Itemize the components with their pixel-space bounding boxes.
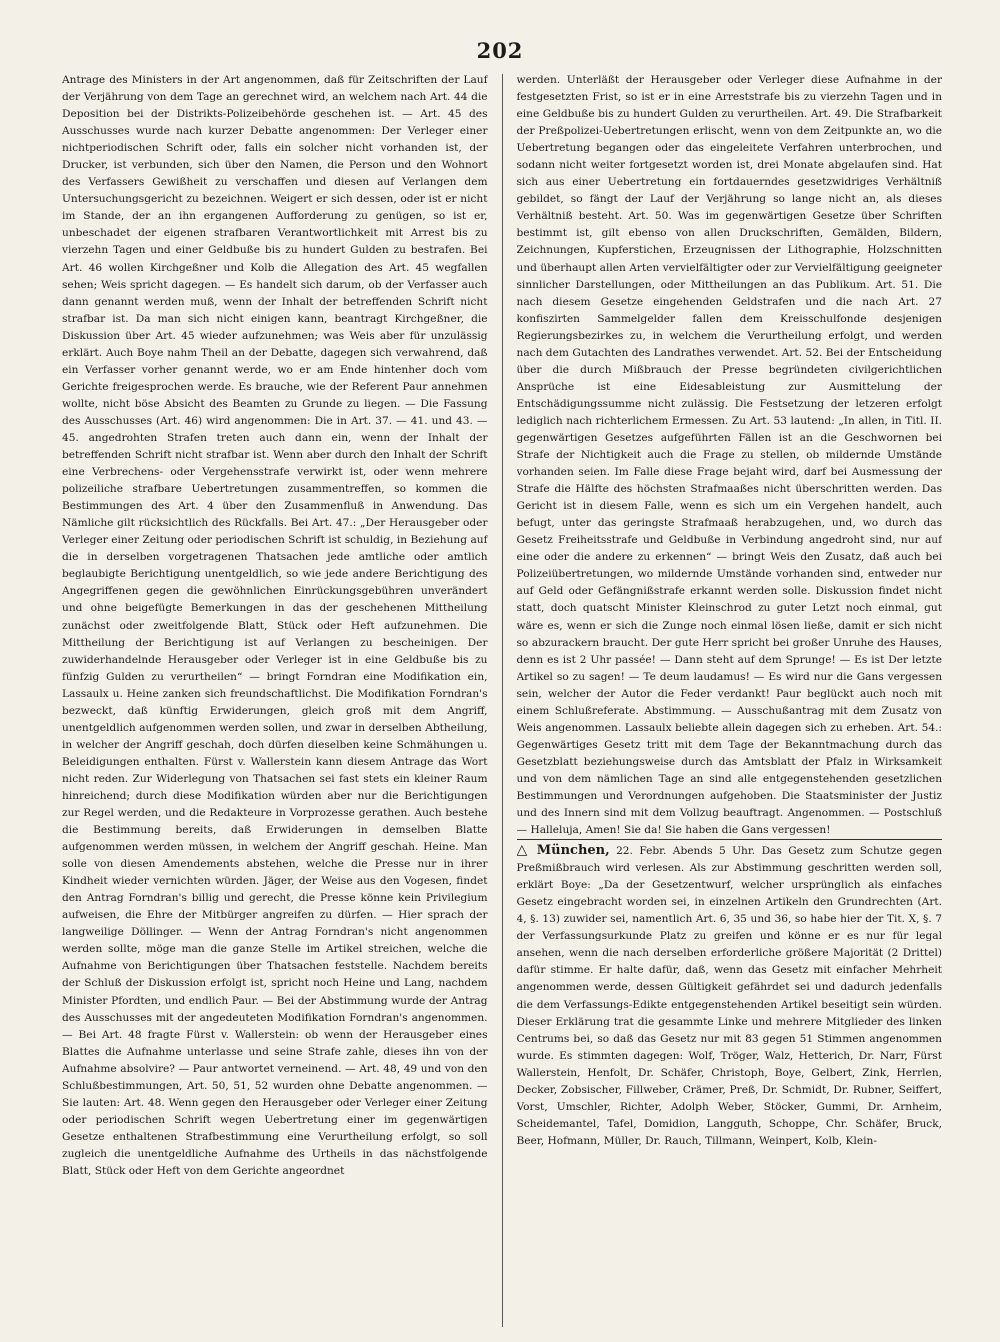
column-right: [517, 72, 943, 1327]
page-number: 202: [476, 38, 524, 63]
text-columns: [62, 72, 942, 1327]
column-left-text: Antrage des Ministers in der Art angenommen, daß für Zeitschriften der Lauf der Verjährung von dem Tage an gerechnet wird, an welchem nach Art. 44 die Deposition bei der Distrikts-Polizeibehörde geschehen ist. — Art. 45 des Ausschusses wurde nach kurzer Debatte angenommen: Der Verleger einer nichtperiodischen Schrift oder, falls ein solcher nicht vorhanden ist, der Drucker, ist verbunden, sich über den Namen, die Person und den Wohnort des Verfassers Gewißheit zu verschaffen und diesen auf Verlangen dem Untersuchungsgericht zu bezeichnen. Weigert er sich dessen, oder ist er nicht im Stande, der an ihn ergangenen Aufforderung zu genügen, so ist er, unbeschadet der eigenen strafbaren Verantwortlichkeit mit Arrest bis zu vierzehn Tagen und einer Geldbuße bis zu hundert Gulden zu bestrafen. Bei Art. 46 wollen Kirchgeßner und Kolb die Allegation des Art. 45 wegfallen sehen; Weis spricht dagegen. — Es handelt sich darum, ob der Verfasser auch dann genannt werden muß, wenn der Inhalt der betreffenden Schrift nicht strafbar ist. Da man sich nicht einigen kann, beantragt Kirchgeßner, die Diskussion über Art. 45 wieder aufzunehmen; was Weis aber für unzulässig erklärt. Auch Boye nahm Theil an der Debatte, dagegen sich verwahrend, daß ein Verfasser vorher genannt werde, wo er am Ende hintenher doch vom Gerichte freigesprochen werde. Es brauche, wie der Referent Paur annehmen wollte, nicht böse Absicht des Beamten zu Grunde zu liegen. — Die Fassung des Ausschusses (Art. 46) wird angenommen: Die in Art. 37. — 41. und 43. — 45. angedrohten Strafen treten auch dann ein, wenn der Inhalt der betreffenden Schrift nicht strafbar ist. Wenn aber durch den Inhalt der Schrift eine Verbrechens- oder Vergehensstrafe verwirkt ist, oder wenn mehrere polizeiliche strafbare Uebertretungen zusammentreffen, so kommen die Bestimmungen des Art. 4 über den Zusammenfluß in Anwendung. Das Nämliche gilt rücksichtlich des Rückfalls. Bei Art. 47.: „Der Herausgeber oder Verleger einer Zeitung oder periodischen Schrift ist schuldig, in Beziehung auf die in derselben vorgetragenen Thatsachen jede amtliche oder amtlich beglaubigte Berichtigung unentgeldlich, so wie jede andere Berichtigung des Angegriffenen gegen die gewöhnlichen Einrückungsgebühren unverändert und ohne beigefügte Bemerkungen in das der geschehenen Mittheilung zunächst oder zweitfolgende Blatt, Stück oder Heft aufzunehmen. Die Mittheilung der Berichtigung ist auf Verlangen zu bescheinigen. Der zuwiderhandelnde Herausgeber oder Verleger ist in eine Geldbuße bis zu fünfzig Gulden zu verurtheilen“ — bringt Forndran eine Modifikation ein, Lassaulx u. Heine zanken sich freundschaftlichst. Die Modifikation Forndran's bezweckt, daß künftig Erwiderungen, gleich groß mit dem Angriff, unentgeldlich aufgenommen werden sollen, und zwar in derselben Abtheilung, in welcher der Angriff geschah, doch dürfen dieselben keine Schmähungen u. Beleidigungen enthalten. Fürst v. Wallerstein kann diesem Antrage das Wort nicht reden. Zur Widerlegung von Thatsachen sei fast stets ein kleiner Raum hinreichend; durch diese Modifikation würden aber nur die Berichtigungen zur Regel werden, und die Redakteure in Vorprozesse gerathen. Auch bestehe die Bestimmung bereits, daß Erwiderungen in demselben Blatte aufgenommen werden müssen, in welchem der Angriff geschah. Heine. Man solle von diesen Amendements abstehen, welche die Presse nur in ihrer Kindheit wieder vernichten würden. Jäger, der Weise aus den Vogesen, findet den Antrag Forndran's billig und gerecht, die Presse könne kein Privilegium aufweisen, die Ehre der Mitbürger angreifen zu dürfen. — Hier sprach der langweilige Döllinger. — Wenn der Antrag Forndran's nicht angenommen werden sollte, möge man die ganze Stelle im Artikel streichen, welche die Aufnahme von Berichtigungen über Thatsachen feststelle. Nachdem bereits der Schluß der Diskussion erfolgt ist, spricht noch Heine und Lang, nachdem Minister Pfordten, und endlich Paur. — Bei der Abstimmung wurde der Antrag des Ausschusses mit der angedeuteten Modifikation Forndran's angenommen. — Bei Art. 48 fragte Fürst v. Wallerstein: ob wenn der Herausgeber eines Blattes die Aufnahme unterlasse und seine Strafe zahle, dieses ihn von der Aufnahme absolvire? — Paur antwortet verneinend. — Art. 48, 49 und von den Schlußbestimmungen, Art. 50, 51, 52 wurden ohne Debatte angenommen. — Sie lauten: Art. 48. Wenn gegen den Herausgeber oder Verleger einer Zeitung oder periodischen Schrift wegen Uebertretung einer im gegenwärtigen Gesetze enthaltenen Strafbestimmung eine Verurtheilung erfolgt, so soll zugleich die unentgeldliche Aufnahme des Urtheils in das nächstfolgende Blatt, Stück oder Heft von dem Gerichte angeordnet: [62, 74, 488, 1177]
column-right-bottom-text: Das Gesetz zum Schutze gegen Preßmißbrauch wird verlesen. Als zur Abstimmung geschritten werden soll, erklärt Boye: „Da der Gesetzentwurf, welcher ursprünglich als einfaches Gesetz eingebracht worden sei, in einzelnen Artikeln den Grundrechten (Art. 4, §. 13) zuwider sei, namentlich Art. 6, 35 und 36, so habe hier der Tit. X, §. 7 der Verfassungsurkunde Platz zu greifen und könne er es nur für legal ansehen, wenn die nach derselben erforderliche größere Majorität (2 Drittel) dafür stimme. Er halte dafür, daß, wenn das Gesetz mit einfacher Mehrheit angenommen werde, dessen Gültigkeit gefährdet sei und dadurch jedenfalls die dem Verfassungs-Edikte entgegenstehenden Artikel beseitigt sein würden. Dieser Erklärung trat die gesammte Linke und mehrere Mitglieder des linken Centrums bei, so daß das Gesetz nur mit 83 gegen 51 Stimmen angenommen wurde. Es stimmten dagegen: Wolf, Tröger, Walz, Hetterich, Dr. Narr, Fürst Wallerstein, Henfolt, Dr. Schäfer, Christoph, Boye, Gelbert, Zink, Herrlen, Decker, Zobsischer, Fillweber, Crämer, Preß, Dr. Schmidt, Dr. Rubner, Seiffert, Vorst, Umschler, Richter, Adolph Weber, Stöcker, Gummi, Dr. Arnheim, Scheidemantel, Tafel, Domidion, Langguth, Schoppe, Chr. Schäfer, Bruck, Beer, Hofmann, Müller, Dr. Rauch, Tillmann, Weinpert, Kolb, Klein-: [516, 845, 942, 1147]
column-left: [62, 72, 488, 1327]
column-divider: [502, 74, 503, 1327]
dateline-marker: △: [516, 842, 531, 859]
dateline-place: München,: [536, 843, 610, 859]
dateline-date: 22. Febr. Abends 5 Uhr.: [609, 845, 756, 858]
dateline: [517, 839, 943, 1150]
column-right-top-text: werden. Unterläßt der Herausgeber oder Verleger diese Aufnahme in der festgesetzten Frist, so ist er in eine Arreststrafe bis zu vierzehn Tagen und in eine Geldbuße bis zu hundert Gulden zu verurtheilen. Art. 49. Die Strafbarkeit der Preßpolizei-Uebertretungen erlischt, wenn von dem Zeitpunkte an, wo die Uebertretung begangen oder das eingeleitete Verfahren unterbrochen, und sodann nicht weiter fortgesetzt worden ist, drei Monate abgelaufen sind. Hat sich aus einer Uebertretung ein fortdauerndes gesetzwidriges Verhältniß gebildet, so fängt der Lauf der Verjährung so lange nicht an, als dieses Verhältniß besteht. Art. 50. Was im gegenwärtigen Gesetze über Schriften bestimmt ist, gilt ebenso von allen Druckschriften, Gemälden, Bildern, Zeichnungen, Kupferstichen, Erzeugnissen der Lithographie, Holzschnitten und überhaupt allen Arten vervielfältigter oder zur Vervielfältigung geeigneter sinnlicher Darstellungen, oder Mittheilungen an das Publikum. Art. 51. Die nach diesem Gesetze eingehenden Geldstrafen und die nach Art. 27 konfiszirten Sammelgelder fallen dem Kreisschulfonde desjenigen Regierungsbezirkes zu, in welchem die Verurtheilung erfolgt, und werden nach dem Gutachten des Landrathes verwendet. Art. 52. Bei der Entscheidung über die durch Mißbrauch der Presse begründeten civilgerichtlichen Ansprüche ist eine Eidesableistung zur Ausmittelung der Entschädigungssumme nicht zulässig. Die Festsetzung der letzeren erfolgt lediglich nach richterlichem Ermessen. Zu Art. 53 lautend: „In allen, in Titl. II. gegenwärtigen Gesetzes aufgeführten Fällen ist an die Geschwornen bei Strafe der Nichtigkeit auch die Frage zu stellen, ob mildernde Umstände vorhanden seien. Im Falle diese Frage bejaht wird, darf bei Ausmessung der Strafe die Hälfte des höchsten Strafmaaßes nicht überschritten werden. Das Gericht ist in diesem Falle, wenn es sich um ein Vergehen handelt, auch befugt, unter das geringste Strafmaaß herabzugehen, und, wo durch das Gesetz Freiheitsstrafe und Geldbuße in Verbindung angedroht sind, nur auf eine oder die andere zu erkennen“ — bringt Weis den Zusatz, daß auch bei Polizeiübertretungen, wo mildernde Umstände vorhanden sind, entweder nur auf Geld oder Gefängnißstrafe erkannt werden solle. Diskussion findet nicht statt, doch quatscht Minister Kleinschrod zu guter Letzt noch einmal, gut wäre es, wenn er sich die Zunge noch einmal lösen ließe, damit er sich nicht so abzurackern braucht. Der gute Herr spricht bei großer Unruhe des Hauses, denn es ist 2 Uhr passée! — Dann steht auf dem Sprunge! — Es ist Der letzte Artikel so zu sagen! — Te deum laudamus! — Es wird nur die Gans vergessen sein, welcher der Autor die Feder verdankt! Paur beglückt auch noch mit einem Schlußreferate. Abstimmung. — Ausschußantrag mit dem Zusatz von Weis angenommen. Lassaulx beliebte allein dagegen sich zu erheben. Art. 54.: Gegenwärtiges Gesetz tritt mit dem Tage der Bekanntmachung durch das Gesetzblatt beziehungsweise durch das Amtsblatt der Pfalz in Wirksamkeit und von dem nämlichen Tage an sind alle entgegenstehenden gesetzlichen Bestimmungen und Verordnungen aufgehoben. Die Staatsminister der Justiz und des Innern sind mit dem Vollzug beauftragt. Angenommen. — Postschluß — Halleluja, Amen! Sie da! Sie haben die Gans vergessen!: [516, 74, 942, 837]
